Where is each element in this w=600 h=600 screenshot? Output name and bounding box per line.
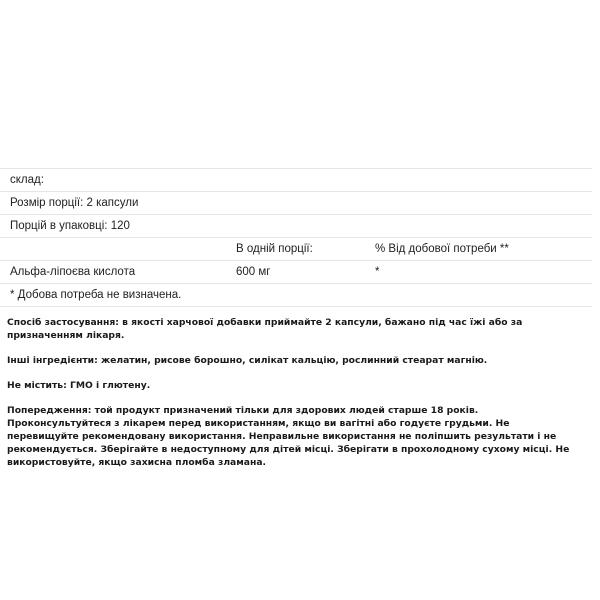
- product-notes: [7, 316, 582, 481]
- warning-text: Попередження: той продукт призначений тільки для здорових людей старше 18 років. Проконсультуйтеся з лікарем перед використанням, якщо ви вагітні або годуєте грудьми. Не перевищуйте рекомендовану використання. Неправильне використання не поліпшить результати і не рекомендується. Зберігайте в недоступному для дітей місці. Зберігати в прохолодному сухому місці. Не використовуйте, якщо захисна пломба зламана.: [7, 405, 570, 468]
- usage-text: Спосіб застосування: в якості харчової добавки приймайте 2 капсули, бажано під час їжі або за призначенням лікаря.: [7, 317, 523, 341]
- header-per-serving: В одній порції:: [226, 238, 365, 261]
- supplement-facts-table: [0, 168, 592, 307]
- table-row: [0, 284, 592, 307]
- table-row: [0, 192, 592, 215]
- ingredient-amount: 600 мг: [226, 261, 365, 284]
- header-empty: [0, 238, 226, 261]
- free-from-text: Не містить: ГМО і глютену.: [7, 380, 151, 391]
- other-ingredients-text: Інші інгредієнти: желатин, рисове борошно, силікат кальцію, рослинний стеарат магнію.: [7, 355, 488, 366]
- table-row: [0, 261, 592, 284]
- composition-label: склад:: [0, 169, 592, 192]
- footnote: * Добова потреба не визначена.: [0, 284, 592, 307]
- ingredient-name: Альфа-ліпоєва кислота: [0, 261, 226, 284]
- servings-per-container: Порцій в упаковці: 120: [0, 215, 592, 238]
- table-row: [0, 215, 592, 238]
- table-row: [0, 169, 592, 192]
- table-header-row: [0, 238, 592, 261]
- ingredient-daily-value: *: [365, 261, 592, 284]
- serving-size: Розмір порції: 2 капсули: [0, 192, 592, 215]
- header-daily-value: % Від добової потреби **: [365, 238, 592, 261]
